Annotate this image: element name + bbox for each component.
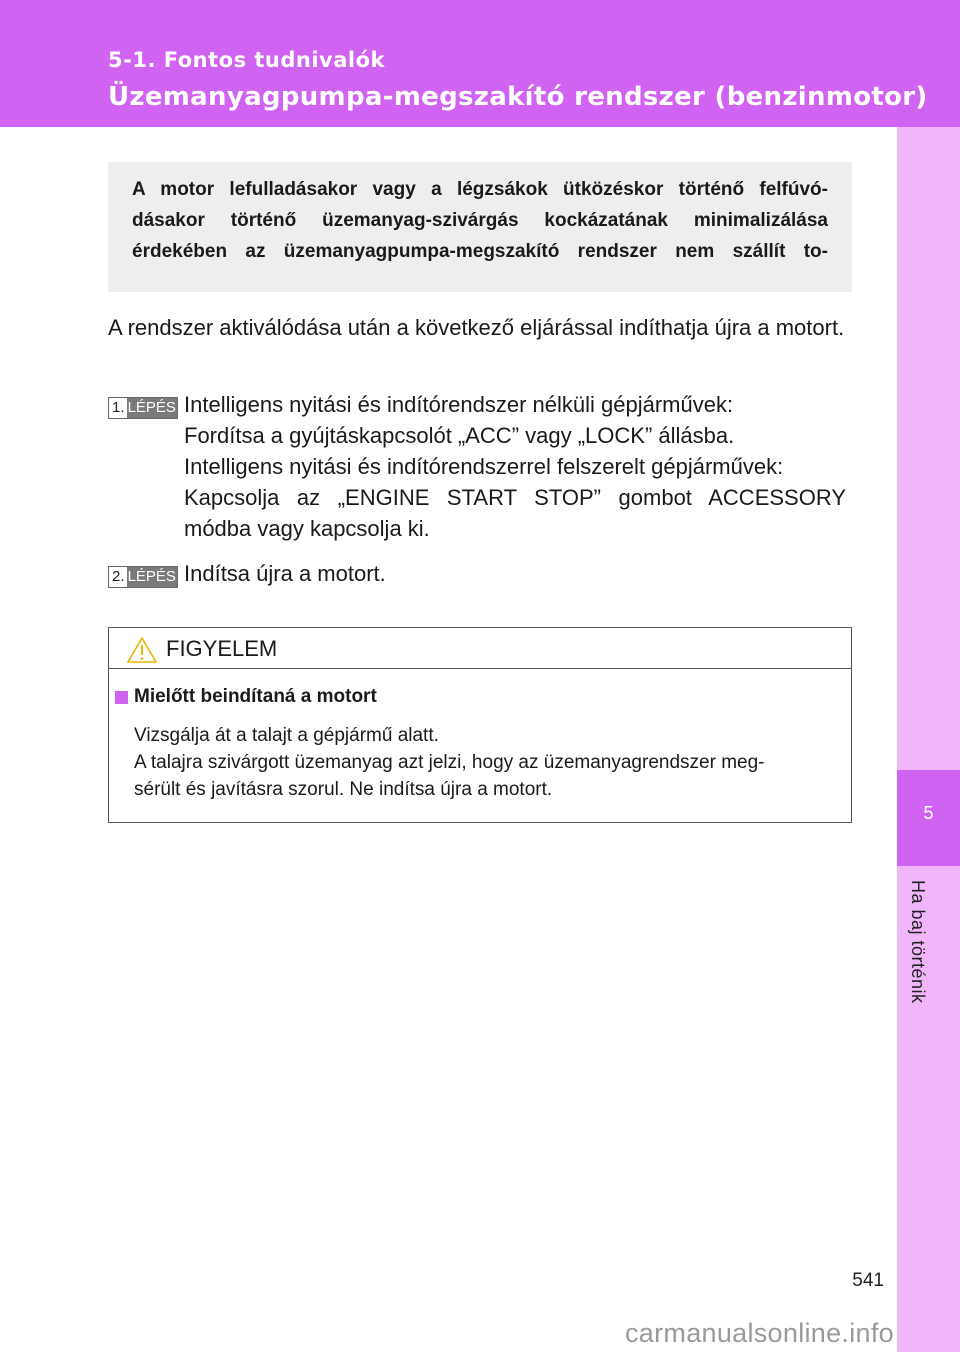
warning-text [134,722,844,803]
watermark: carmanualsonline.info [625,1318,894,1348]
step-label: LÉPÉS [127,568,176,585]
step-label: LÉPÉS [127,399,176,416]
step-number: 1. [109,398,127,418]
side-strip [897,127,960,1352]
step-line: Kapcsolja az „ENGINE START STOP” gombot ACCESSORY [184,485,846,510]
square-bullet-icon [115,691,128,704]
body-paragraph: A rendszer aktiválódása után a következő eljárással indíthatja újra a motort. [108,315,845,340]
step-badge [108,566,178,588]
warning-subheading [115,686,377,708]
warning-line: A talajra szivárgott üzemanyag azt jelzi, hogy az üzemanyagrendszer meg- [134,752,765,773]
intro-line: A motor lefulladásakor vagy a légzsákok ütközéskor történő felfúvó- [132,179,828,200]
step-text [184,558,846,589]
warning-header [109,628,851,669]
warning-title: FIGYELEM [166,636,278,661]
chapter-number: 5 [923,803,934,823]
step-line: Fordítsa a gyújtáskapcsolót „ACC” vagy „LOCK” állásba. [184,423,735,448]
step-number: 2. [109,567,127,587]
warning-line: sérült és javításra szorul. Ne indítsa újra a motort. [134,779,553,800]
page-number: 541 [852,1270,884,1291]
warning-subheading-text: Mielőtt beindítaná a motort [134,686,377,707]
warning-box [108,627,852,823]
step-line: módba vagy kapcsolja ki. [184,516,430,541]
chapter-title: Ha baj történik [908,880,928,1004]
page-title: Üzemanyagpumpa-megszakító rendszer (benzinmotor) [108,82,928,112]
intro-box [108,162,852,292]
intro-line: érdekében az üzemanyagpumpa-megszakító rendszer nem szállít to- [132,241,828,262]
step-line: Intelligens nyitási és indítórendszer nélküli gépjárművek: [184,392,734,417]
intro-line: dásakor történő üzemanyag-szivárgás kockázatának minimalizálása [132,210,828,231]
step-line: Intelligens nyitási és indítórendszerrel felszerelt gépjárművek: [184,454,784,479]
step-text [184,389,846,544]
step-badge [108,397,178,419]
warning-triangle-icon [127,637,157,663]
step-line: Indítsa újra a motort. [184,561,386,586]
warning-line: Vizsgálja át a talajt a gépjármű alatt. [134,725,439,746]
section-label: 5-1. Fontos tudnivalók [108,48,385,72]
